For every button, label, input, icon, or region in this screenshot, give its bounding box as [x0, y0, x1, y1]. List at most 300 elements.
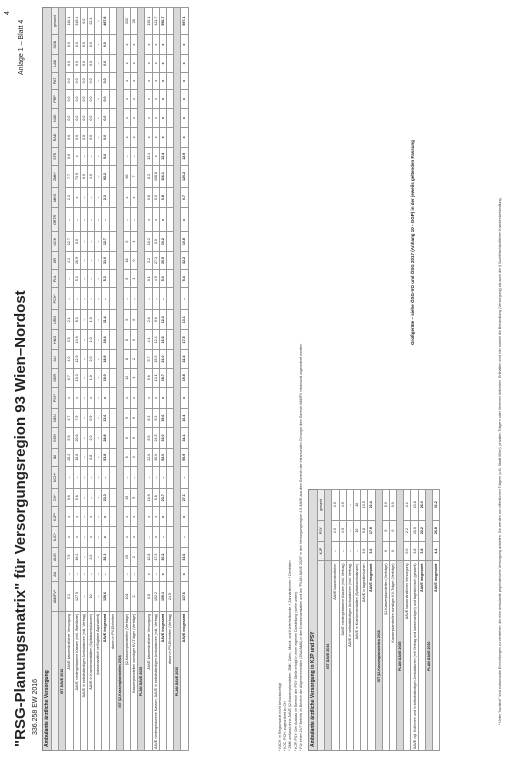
table-cell: – — [123, 466, 130, 488]
table-cell — [167, 187, 174, 207]
table-cell: x — [181, 567, 188, 582]
table-cell — [109, 288, 116, 310]
table-cell — [167, 35, 174, 55]
column-header: DER — [52, 368, 59, 387]
column-header: AU — [52, 350, 59, 368]
table-row — [174, 8, 181, 751]
table-cell: – — [123, 208, 130, 232]
table-cell: 18.7 — [159, 368, 166, 387]
table-cell: x — [159, 387, 166, 408]
table-cell: 10 — [353, 490, 360, 521]
table-cell: x — [181, 128, 188, 147]
table-header-row — [52, 8, 59, 751]
table-cell: 19.8 — [181, 368, 188, 387]
table-cell — [109, 147, 116, 166]
column-header: STR — [52, 147, 59, 166]
table-cell: 5.6 — [102, 147, 109, 166]
table-cell: 4.7 — [66, 408, 73, 427]
table-cell: 2.1 — [66, 310, 73, 330]
table-cell — [109, 35, 116, 55]
table-cell: 7.9 — [66, 547, 73, 567]
table-cell: 4.0 — [66, 350, 73, 368]
table-cell: – — [159, 466, 166, 488]
table-cell: x — [123, 507, 130, 527]
table-cell: – — [80, 288, 87, 310]
column-header: OR — [52, 251, 59, 269]
table-cell: 13.5 — [361, 490, 368, 521]
row-label: §2-Kassenplanstellen (Verträge) — [382, 561, 389, 751]
table-cell: x — [159, 108, 166, 127]
table-cell: x — [123, 54, 130, 72]
footnote-line: * KJC, PCH: zugeordnet zu CH — [283, 701, 288, 751]
table-cell: – — [95, 466, 102, 488]
table-cell: – — [159, 288, 166, 310]
table-cell: – — [73, 208, 80, 232]
table-cell: 0 — [131, 408, 138, 427]
table-cell: 8.3 — [145, 166, 152, 188]
table-cell: 0 — [389, 520, 396, 541]
table-cell: 6.3 — [145, 408, 152, 427]
table-row — [145, 8, 152, 751]
table-cell: 0.0 — [73, 72, 80, 89]
column-header: AM/IFV* — [52, 582, 59, 612]
table-cell: 0 — [131, 428, 138, 448]
table-cell — [167, 310, 174, 330]
table-row — [332, 490, 339, 751]
table-cell: 0.0 — [73, 54, 80, 72]
table-cell: – — [66, 208, 73, 232]
table-cell: 5.6 — [66, 147, 73, 166]
table-cell: 1 — [131, 232, 138, 252]
table-row — [66, 8, 73, 751]
table-cell: 0.7 — [181, 187, 188, 207]
table-cell: 12.9 — [181, 147, 188, 166]
table-cell: 6 — [123, 448, 130, 466]
table-cell: 15 — [123, 547, 130, 567]
table-cell — [109, 232, 116, 252]
table-cell: 9.6 — [152, 310, 159, 330]
table-cell: 0.0 — [102, 35, 109, 55]
table-cell: 0.0 — [102, 90, 109, 109]
table-cell — [167, 270, 174, 288]
table-cell — [167, 147, 174, 166]
table-cell: 26 — [131, 8, 138, 35]
table-cell — [167, 208, 174, 232]
table-cell: – — [95, 128, 102, 147]
table-cell: – — [123, 147, 130, 166]
table-cell: 0.0 — [66, 108, 73, 127]
table-cell: 2.3 — [66, 187, 73, 207]
table-cell: – — [145, 527, 152, 547]
table-cell: – — [73, 466, 80, 488]
table-row — [123, 8, 130, 751]
table-cell: 2.2 — [404, 490, 411, 521]
table-cell: 4.1 — [66, 251, 73, 269]
table-cell: 31.2 — [433, 490, 440, 521]
table-cell: 10.2 — [159, 232, 166, 252]
table-cell: 12 — [123, 368, 130, 387]
row-label: ÄAVE in selbstständigen Ambulatorien (inkl. Vertrag) — [80, 611, 87, 750]
table-cell: x — [131, 72, 138, 89]
table-row — [73, 8, 80, 751]
table-cell: 9.3 — [152, 408, 159, 427]
table-cell: 5.0 — [159, 270, 166, 288]
table-cell: 17.8 — [368, 520, 375, 541]
table-cell: 92.2 — [102, 166, 109, 188]
table-cell: 12.7 — [102, 232, 109, 252]
table-cell: 10 — [353, 520, 360, 541]
table-cell — [109, 368, 116, 387]
table-cell: x — [131, 387, 138, 408]
table-cell: 0.0 — [87, 54, 94, 72]
table-cell: x — [152, 35, 159, 55]
table-cell: – — [87, 489, 94, 507]
table-cell: 0.0 — [73, 232, 80, 252]
table-cell: 2.0 — [332, 520, 339, 541]
table-cell: 2.0 — [87, 428, 94, 448]
table-cell — [167, 507, 174, 527]
table-cell: – — [95, 270, 102, 288]
table-cell: – — [95, 507, 102, 527]
table-row — [152, 8, 159, 751]
table-cell: – — [87, 187, 94, 207]
table-cell: 597.1 — [181, 8, 188, 35]
table-cell — [167, 128, 174, 147]
table-row — [375, 490, 382, 751]
table-cell: 4.1 — [145, 330, 152, 350]
table-cell — [167, 54, 174, 72]
table-cell: – — [80, 208, 87, 232]
table-cell: x — [66, 527, 73, 547]
table-cell: – — [80, 489, 87, 507]
table-cell: 2.0 — [332, 490, 339, 521]
table-cell: 17.5 — [181, 330, 188, 350]
footnote-line: * NICH: in Regionsarzt nicht berücksichtigt — [278, 683, 282, 751]
table-cell: x — [123, 128, 130, 147]
column-header: KJC* — [52, 527, 59, 547]
document-title: "RSG-Planungsmatrix" für Versorgungsregion 93 Wien–Nordost — [12, 290, 29, 747]
table-cell: x — [181, 387, 188, 408]
table-cell: x — [145, 72, 152, 89]
row-label: ÄAVE in tagesklinischen — [361, 561, 368, 751]
table-cell: 9.6 — [66, 489, 73, 507]
table-cell: x — [145, 208, 152, 232]
table-cell: x — [152, 90, 159, 109]
table-cell: x — [73, 147, 80, 166]
table-cell: 3.6 — [361, 541, 368, 561]
table-cell: x — [145, 507, 152, 527]
table-cell: – — [87, 567, 94, 582]
table-cell: 6.8 — [145, 582, 152, 612]
table-cell: – — [95, 8, 102, 35]
table-cell: – — [80, 527, 87, 547]
table-cell: 116.1 — [159, 166, 166, 188]
table-cell: 101 — [123, 582, 130, 612]
table-cell: – — [87, 147, 94, 166]
table-cell — [167, 448, 174, 466]
table-cell: 127.5 — [73, 582, 80, 612]
table-cell: 10 — [87, 582, 94, 612]
table-cell: – — [131, 288, 138, 310]
table-cell: 0.0 — [87, 90, 94, 109]
table-cell: – — [152, 288, 159, 310]
table-cell: – — [95, 288, 102, 310]
table-cell: 9.8 — [361, 520, 368, 541]
table-cell: x — [131, 108, 138, 127]
table-cell: – — [95, 547, 102, 567]
table-row — [138, 8, 145, 751]
column-header: ZMK* — [52, 166, 59, 188]
table-cell — [167, 547, 174, 567]
table-row — [87, 8, 94, 751]
table-cell — [109, 108, 116, 127]
table-cell: 12.4 — [152, 330, 159, 350]
row-label: ÄAVE insgesamt — [418, 561, 425, 751]
table-header-row — [318, 490, 325, 751]
table-cell: 0.0 — [102, 128, 109, 147]
table-cell: 0.0 — [404, 541, 411, 561]
table-cell: 2 — [131, 350, 138, 368]
table-cell: 0 — [131, 330, 138, 350]
table-cell: x — [181, 507, 188, 527]
table-cell: 26.0 — [418, 490, 425, 521]
column-header: KJP — [318, 541, 325, 561]
table-cell: – — [66, 270, 73, 288]
table-cell — [167, 428, 174, 448]
table-cell: x — [145, 387, 152, 408]
table-cell: – — [95, 187, 102, 207]
table-cell: x — [73, 387, 80, 408]
row-label: ÄAVE kassenärztlicher Versorgung — [404, 561, 411, 751]
table-cell: – — [95, 448, 102, 466]
table-cell: 110.1 — [66, 8, 73, 35]
table-row — [102, 8, 109, 751]
row-label: ÄAVE kassenärztlicher Versorgung — [145, 611, 152, 750]
table-row — [159, 8, 166, 751]
table-cell: – — [131, 466, 138, 488]
table-cell: 3.8 — [418, 541, 425, 561]
table-cell: x — [152, 108, 159, 127]
table-cell: 5.4 — [181, 270, 188, 288]
table-cell: 17.3 — [152, 547, 159, 567]
table-cell: – — [80, 448, 87, 466]
table-cell: – — [123, 567, 130, 582]
planning-matrix-table — [51, 7, 189, 751]
table-cell: – — [80, 466, 87, 488]
table-cell: 10.2 — [145, 232, 152, 252]
table-cell: – — [95, 90, 102, 109]
table-cell: 0 — [131, 251, 138, 269]
table-cell: – — [152, 466, 159, 488]
table-cell — [109, 507, 116, 527]
table-cell: x — [159, 208, 166, 232]
table-cell: 0.0 — [87, 128, 94, 147]
column-header: NCH* — [52, 466, 59, 488]
table-cell: 1 — [131, 368, 138, 387]
table-cell: 16.2 — [73, 547, 80, 567]
table-cell: 1 — [131, 270, 138, 288]
table-cell — [167, 466, 174, 488]
table-row — [389, 490, 396, 751]
table-cell: – — [102, 567, 109, 582]
table-cell: x — [102, 387, 109, 408]
table-cell: x — [66, 387, 73, 408]
table-cell: 24.5 — [167, 582, 174, 612]
table-cell: x — [102, 507, 109, 527]
table-cell: – — [80, 428, 87, 448]
table-cell: 15 — [123, 489, 130, 507]
table-cell: 0.0 — [73, 108, 80, 127]
table-cell: 2 — [131, 582, 138, 612]
table-cell: 4.9 — [339, 490, 346, 521]
table-cell: 55.9 — [181, 448, 188, 466]
row-label: IST §2-Kassenplanstellen 2016 — [116, 611, 123, 750]
table-cell: 5.3 — [73, 270, 80, 288]
table-cell: 0.9 — [87, 408, 94, 427]
row-label: PLAN ÄAVE 2025 — [138, 611, 145, 750]
column-header: CH* — [52, 489, 59, 507]
table-cell: 22.2 — [418, 520, 425, 541]
table-cell: 23.3 — [102, 489, 109, 507]
table-cell: – — [339, 541, 346, 561]
table-cell: 0.0 — [80, 72, 87, 89]
row-label: ÄAVE in selbstständigen Ambulatorien (inkl. Vertrag) — [346, 561, 353, 751]
table-cell: 13.9 — [73, 330, 80, 350]
grossgeraete-note: Großgeräte – siehe ÖSG-VO und ÖSG 2017 (Anhang 10 - GGP) in der jeweils geltenden Fassung — [410, 139, 415, 345]
table-cell — [109, 8, 116, 35]
table-cell: 21.4 — [368, 490, 375, 521]
table-cell: 13.1 — [181, 310, 188, 330]
table-cell — [167, 567, 174, 582]
table-cell: 28.8 — [102, 428, 109, 448]
column-header: GGH — [52, 428, 59, 448]
row-label: IST §2-Kassenplanstellen 2016 — [375, 561, 382, 751]
row-label: Kassenplanstellen sonstiger KV-Träger (Verträge) — [389, 561, 396, 751]
table-cell: 6.0 — [80, 166, 87, 188]
table-cell: 0.8 — [145, 187, 152, 207]
table-cell: 5.0 — [382, 490, 389, 521]
row-label: davon in PV-Einheiten (Vertrag) — [167, 611, 174, 750]
table-cell: 15.6 — [159, 408, 166, 427]
footnotes — [278, 7, 304, 751]
table-cell: 108.8 — [152, 166, 159, 188]
table-cell: x — [152, 72, 159, 89]
table-row — [411, 490, 418, 751]
table-cell — [167, 251, 174, 269]
table-cell: – — [87, 251, 94, 269]
table-cell: 8 — [123, 350, 130, 368]
table-cell: x — [66, 507, 73, 527]
table-cell: – — [95, 387, 102, 408]
table-cell: 18 — [123, 251, 130, 269]
table-cell: x — [131, 128, 138, 147]
table-cell: 30.2 — [159, 547, 166, 567]
table-cell: x — [145, 567, 152, 582]
table-cell: 0.0 — [80, 35, 87, 55]
population-subtitle: 336.258 EW 2016 — [32, 678, 39, 735]
page-number: 4 — [4, 11, 11, 15]
table-cell: 30.0 — [152, 448, 159, 466]
table-cell: – — [95, 108, 102, 127]
table-cell: 1.0 — [87, 330, 94, 350]
table-cell: 0.0 — [102, 72, 109, 89]
table-cell: 6 — [123, 428, 130, 448]
row-label: (kassenarztlich verfügbare Äquivalent) — [95, 611, 102, 750]
table-cell — [167, 108, 174, 127]
row-label: ÄAVE kassenärztlicher — [332, 561, 339, 751]
row-label: ÄAVE insgesamt — [181, 611, 188, 750]
table-cell: x — [87, 527, 94, 547]
section-filler — [425, 490, 432, 561]
table-cell: 0.0 — [73, 90, 80, 109]
table-cell: 8 — [123, 330, 130, 350]
table-cell: 5.3 — [102, 270, 109, 288]
table-cell: – — [145, 466, 152, 488]
column-header: NUK — [52, 108, 59, 127]
table-cell: 3.8 — [411, 541, 418, 561]
table-cell: 34.1 — [181, 428, 188, 448]
table-cell: – — [80, 232, 87, 252]
table-cell: x — [181, 72, 188, 89]
table-cell: 20.0 — [411, 520, 418, 541]
column-header: MKG — [52, 187, 59, 207]
table-cell: 0 — [382, 541, 389, 561]
table-cell: 1.0 — [87, 310, 94, 330]
table-cell: 5 — [123, 270, 130, 288]
table-cell: – — [95, 350, 102, 368]
row-label: ÄAVE niedergelassene Kassen (inkl. Vertrag) — [339, 561, 346, 751]
section-filler — [174, 8, 181, 612]
table-row — [325, 490, 332, 751]
table-cell: 18.4 — [102, 330, 109, 350]
table-cell: 5 — [382, 520, 389, 541]
table-cell: – — [80, 547, 87, 567]
table-cell: 12.9 — [73, 350, 80, 368]
table-cell — [109, 270, 116, 288]
row-label: ÄAVE niedergelassene Kassen; ÄAVE in selbstständigen Ambulatorien (inkl. Vertrag) — [152, 611, 159, 750]
table-cell: x — [159, 54, 166, 72]
table-cell: – — [159, 527, 166, 547]
table-cell: – — [80, 408, 87, 427]
table-cell: 102.2 — [152, 582, 159, 612]
table-cell — [109, 350, 116, 368]
table-cell: 0.0 — [87, 72, 94, 89]
column-header: RAD — [52, 128, 59, 147]
table-row — [404, 490, 411, 751]
table-cell: 22.3 — [87, 8, 94, 35]
table-cell — [167, 408, 174, 427]
table-cell — [109, 448, 116, 466]
table-cell: 0 — [123, 232, 130, 252]
table-cell: 0.8 — [87, 448, 94, 466]
table-cell: x — [73, 507, 80, 527]
column-header: PSY* — [52, 387, 59, 408]
table-cell — [109, 330, 116, 350]
table-cell — [109, 408, 116, 427]
table-cell — [167, 387, 174, 408]
table-cell: 9 — [123, 408, 130, 427]
table-cell: – — [87, 466, 94, 488]
table-cell: 7.7 — [66, 166, 73, 188]
table-cell: 33.0 — [159, 428, 166, 448]
column-header: NEU — [52, 408, 59, 427]
table-cell: 73.9 — [73, 166, 80, 188]
table-cell: x — [87, 507, 94, 527]
table-cell — [109, 187, 116, 207]
column-header: URO — [52, 310, 59, 330]
table-cell: x — [159, 507, 166, 527]
footnote-line: * KJP, PSY: Der Ausbau im Bereich der PSY Stelle erfolgt in einer eigenen Darstellung (siehe unten) — [293, 591, 298, 751]
